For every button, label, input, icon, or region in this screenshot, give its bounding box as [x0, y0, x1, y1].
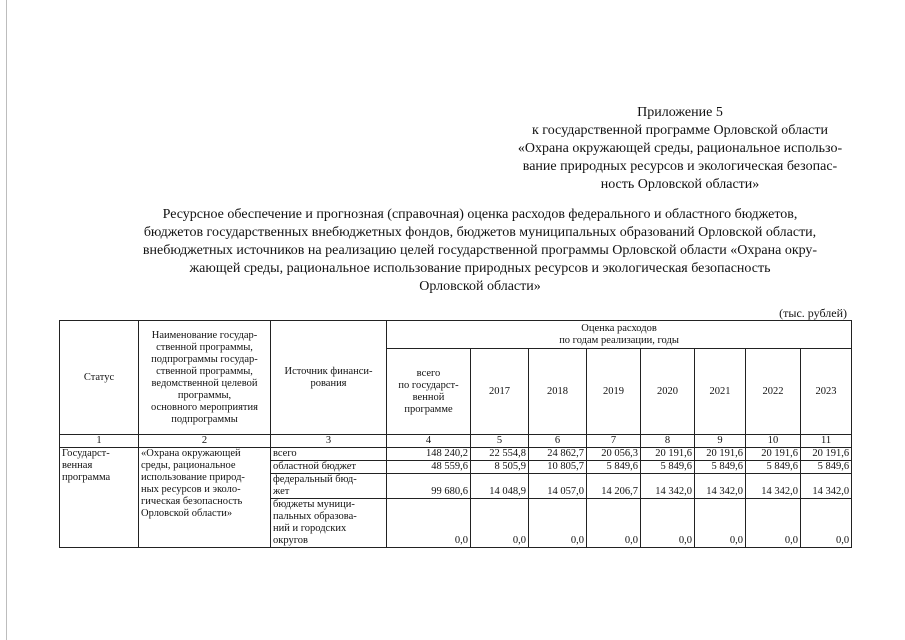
source-cell [271, 474, 387, 499]
status-line: программа [62, 472, 111, 483]
title-line: внебюджетных источников на реализацию целей государственной программы Орловской области «Охрана окру- [142, 243, 818, 258]
header-year: 2018 [529, 349, 587, 435]
header-year: 2020 [641, 349, 695, 435]
value-cell: 0,0 [587, 499, 641, 548]
header-total-line: венной [412, 391, 445, 403]
source-line: федеральный бюд- [273, 474, 357, 485]
value-cell: 5 849,6 [801, 461, 852, 474]
total-cell: 148 240,2 [387, 448, 471, 461]
source-cell [271, 448, 387, 461]
value-cell: 14 342,0 [695, 474, 746, 499]
header-name [139, 321, 271, 435]
header-name-line: ственной программы, [156, 341, 253, 353]
header-row [60, 321, 852, 349]
header-total-line: программе [404, 403, 453, 415]
table-row [60, 448, 852, 461]
value-cell: 5 849,6 [695, 461, 746, 474]
appendix-line: Приложение 5 [637, 105, 723, 120]
value-cell: 14 206,7 [587, 474, 641, 499]
status-line: Государст- [62, 448, 110, 459]
header-name-line: программы, [177, 389, 232, 401]
value-cell: 20 056,3 [587, 448, 641, 461]
value-cell: 20 191,6 [801, 448, 852, 461]
header-year: 2019 [587, 349, 641, 435]
document-title [40, 206, 905, 296]
column-number: 6 [529, 435, 587, 448]
appendix-line: вание природных ресурсов и экологическая безопас- [522, 159, 838, 174]
value-cell: 22 554,8 [471, 448, 529, 461]
value-cell: 5 849,6 [587, 461, 641, 474]
value-cell: 0,0 [641, 499, 695, 548]
status-line: венная [62, 460, 93, 471]
source-line: жет [273, 486, 290, 497]
header-total-line: всего [416, 367, 441, 379]
header-name-line: ственной программы, [156, 365, 253, 377]
value-cell: 5 849,6 [746, 461, 801, 474]
header-name-line: подпрограммы государ- [151, 353, 258, 365]
title-line: жающей среды, рациональное использование природных ресурсов и экологическая безопасность [189, 261, 771, 276]
value-cell: 8 505,9 [471, 461, 529, 474]
source-line: пальных образова- [273, 511, 357, 522]
total-cell: 0,0 [387, 499, 471, 548]
header-estimate-line: по годам реализации, годы [559, 334, 679, 346]
value-cell: 0,0 [801, 499, 852, 548]
resource-table [59, 320, 852, 548]
column-number: 11 [801, 435, 852, 448]
value-cell: 14 342,0 [801, 474, 852, 499]
source-cell [271, 499, 387, 548]
appendix-line: «Охрана окружающей среды, рациональное использо- [517, 141, 843, 156]
title-line: Орловской области» [419, 279, 541, 294]
header-source [271, 321, 387, 435]
title-line: бюджетов государственных внебюджетных фондов, бюджетов муниципальных образований Орловской области, [143, 225, 817, 240]
value-cell: 0,0 [695, 499, 746, 548]
title-line: Ресурсное обеспечение и прогнозная (справочная) оценка расходов федерального и областного бюджетов, [162, 207, 798, 222]
header-name-line: ведомственной целевой [151, 377, 258, 389]
header-total-line: по государст- [398, 379, 459, 391]
column-number: 9 [695, 435, 746, 448]
header-name-line: Наименование государ- [151, 329, 258, 341]
source-line: областной бюджет [273, 461, 356, 472]
column-number: 8 [641, 435, 695, 448]
value-cell: 0,0 [471, 499, 529, 548]
column-number: 5 [471, 435, 529, 448]
header-estimate-line: Оценка расходов [581, 322, 657, 334]
column-number: 10 [746, 435, 801, 448]
program-line: Орловской области» [141, 508, 233, 519]
source-line: всего [273, 448, 297, 459]
value-cell: 14 048,9 [471, 474, 529, 499]
header-name-line: подпрограммы [171, 413, 238, 425]
program-line: гическая безопасность [141, 496, 243, 507]
value-cell: 20 191,6 [746, 448, 801, 461]
column-number: 3 [271, 435, 387, 448]
value-cell: 10 805,7 [529, 461, 587, 474]
value-cell: 5 849,6 [641, 461, 695, 474]
program-line: использование природ- [141, 472, 245, 483]
column-number: 1 [60, 435, 139, 448]
column-number: 4 [387, 435, 471, 448]
scan-edge-line [6, 0, 7, 640]
value-cell: 0,0 [746, 499, 801, 548]
total-cell: 99 680,6 [387, 474, 471, 499]
header-year: 2021 [695, 349, 746, 435]
column-number: 2 [139, 435, 271, 448]
source-line: ний и городских [273, 523, 347, 534]
value-cell: 14 342,0 [641, 474, 695, 499]
column-number: 7 [587, 435, 641, 448]
program-line: среды, рациональное [141, 460, 236, 471]
program-line: «Охрана окружающей [141, 448, 241, 459]
source-cell [271, 461, 387, 474]
header-total [387, 349, 471, 435]
header-name-line: основного мероприятия [151, 401, 258, 413]
source-line: округов [273, 535, 308, 546]
value-cell: 24 862,7 [529, 448, 587, 461]
program-name-cell [139, 448, 271, 548]
appendix-line: ность Орловской области» [600, 177, 760, 192]
source-line: бюджеты муници- [273, 499, 355, 510]
value-cell: 20 191,6 [695, 448, 746, 461]
header-source-line: рования [310, 377, 347, 389]
appendix-line: к государственной программе Орловской области [532, 123, 828, 138]
total-cell: 48 559,6 [387, 461, 471, 474]
header-status: Статус [60, 321, 139, 435]
value-cell: 20 191,6 [641, 448, 695, 461]
value-cell: 14 057,0 [529, 474, 587, 499]
value-cell: 14 342,0 [746, 474, 801, 499]
header-year: 2017 [471, 349, 529, 435]
header-estimate [387, 321, 852, 349]
value-cell: 0,0 [529, 499, 587, 548]
header-year: 2022 [746, 349, 801, 435]
program-line: ных ресурсов и эколо- [141, 484, 241, 495]
header-year: 2023 [801, 349, 852, 435]
status-cell [60, 448, 139, 548]
header-source-line: Источник финанси- [284, 365, 373, 377]
units-label: (тыс. рублей) [779, 306, 847, 320]
appendix-note [470, 104, 890, 194]
column-number-row [60, 435, 852, 448]
